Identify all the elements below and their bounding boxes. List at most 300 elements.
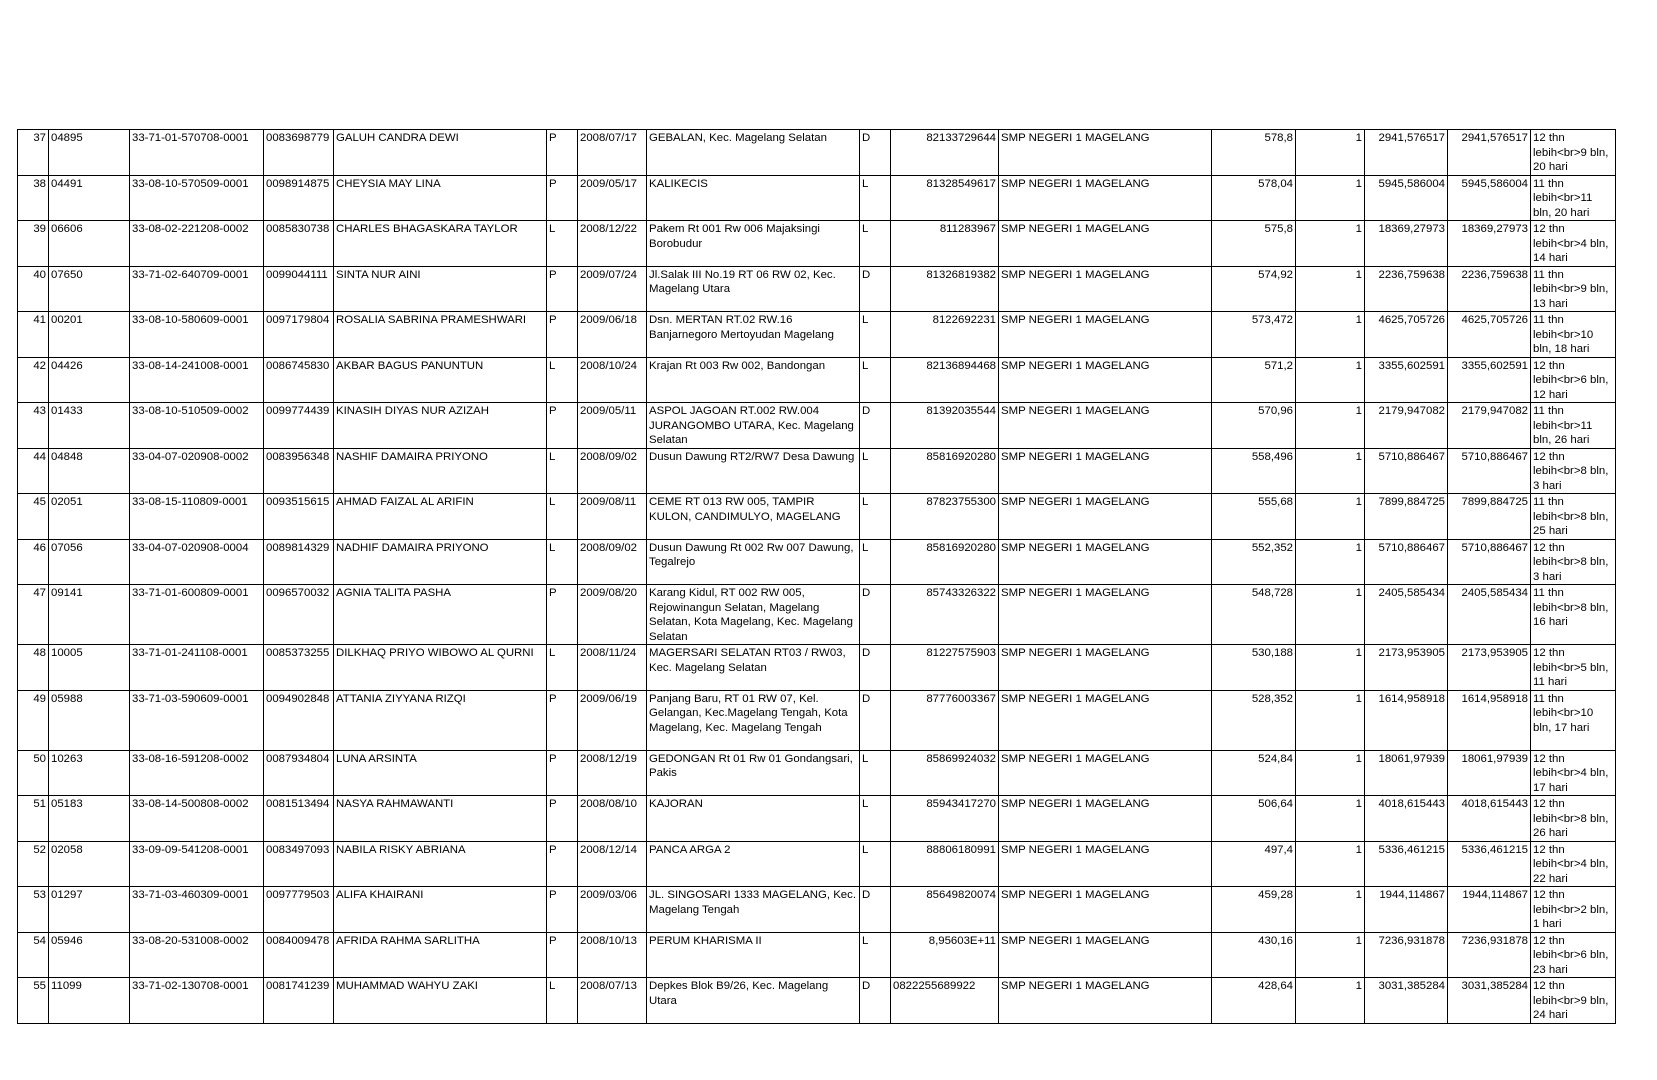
cell-distance: 5945,586004 [1365,175,1448,221]
cell-no: 50 [18,750,49,796]
cell-school: SMP NEGERI 1 MAGELANG [999,978,1212,1024]
cell-no: 38 [18,175,49,221]
cell-score: 548,728 [1212,585,1296,645]
cell-registration-code: 01297 [49,887,130,933]
cell-distance-final: 7236,931878 [1448,932,1531,978]
cell-nik: 33-08-20-531008-0002 [130,932,264,978]
cell-nisn: 0085830738 [264,221,334,267]
cell-choice: 1 [1296,645,1365,691]
cell-nik: 33-08-10-580609-0001 [130,312,264,358]
cell-nisn: 0087934804 [264,750,334,796]
cell-student-name: SINTA NUR AINI [334,266,547,312]
cell-zone: D [860,645,891,691]
cell-nisn: 0083698779 [264,130,334,176]
cell-age: 12 thn lebih<br>4 bln, 14 hari [1531,221,1616,267]
cell-nik: 33-04-07-020908-0002 [130,448,264,494]
cell-birth-date: 2008/09/02 [578,539,647,585]
cell-student-name: ROSALIA SABRINA PRAMESHWARI [334,312,547,358]
cell-distance-final: 5945,586004 [1448,175,1531,221]
cell-nik: 33-08-02-221208-0002 [130,221,264,267]
table-row [18,312,1616,358]
cell-distance-final: 2405,585434 [1448,585,1531,645]
cell-distance: 1614,958918 [1365,690,1448,750]
cell-age: 11 thn lebih<br>10 bln, 17 hari [1531,690,1616,750]
cell-distance-final: 3031,385284 [1448,978,1531,1024]
cell-gender: P [547,750,578,796]
cell-school: SMP NEGERI 1 MAGELANG [999,932,1212,978]
cell-zone: L [860,357,891,403]
cell-distance: 4625,705726 [1365,312,1448,358]
cell-age: 12 thn lebih<br>8 bln, 26 hari [1531,796,1616,842]
cell-nisn: 0086745830 [264,357,334,403]
cell-phone-number: 81227575903 [891,645,999,691]
cell-gender: P [547,841,578,887]
cell-zone: L [860,312,891,358]
cell-no: 40 [18,266,49,312]
cell-distance: 3355,602591 [1365,357,1448,403]
cell-school: SMP NEGERI 1 MAGELANG [999,312,1212,358]
cell-birth-date: 2008/12/19 [578,750,647,796]
cell-gender: P [547,796,578,842]
student-ranking-table [17,129,1616,1024]
cell-registration-code: 09141 [49,585,130,645]
cell-nisn: 0081741239 [264,978,334,1024]
cell-score: 528,352 [1212,690,1296,750]
cell-no: 52 [18,841,49,887]
table-row [18,796,1616,842]
cell-distance: 7236,931878 [1365,932,1448,978]
cell-choice: 1 [1296,175,1365,221]
cell-distance-final: 5710,886467 [1448,448,1531,494]
cell-age: 11 thn lebih<br>8 bln, 16 hari [1531,585,1616,645]
cell-score: 578,04 [1212,175,1296,221]
cell-nik: 33-08-10-510509-0002 [130,403,264,449]
cell-choice: 1 [1296,312,1365,358]
cell-age: 11 thn lebih<br>10 bln, 18 hari [1531,312,1616,358]
cell-nisn: 0093515615 [264,494,334,540]
cell-choice: 1 [1296,539,1365,585]
cell-nisn: 0083956348 [264,448,334,494]
cell-school: SMP NEGERI 1 MAGELANG [999,750,1212,796]
table-row [18,690,1616,750]
cell-distance: 18061,97939 [1365,750,1448,796]
cell-age: 12 thn lebih<br>4 bln, 22 hari [1531,841,1616,887]
cell-student-name: NADHIF DAMAIRA PRIYONO [334,539,547,585]
cell-no: 55 [18,978,49,1024]
cell-no: 46 [18,539,49,585]
cell-address: KALIKECIS [647,175,860,221]
table-row [18,887,1616,933]
cell-registration-code: 04895 [49,130,130,176]
cell-registration-code: 11099 [49,978,130,1024]
cell-zone: D [860,690,891,750]
cell-distance: 2941,576517 [1365,130,1448,176]
cell-distance-final: 2236,759638 [1448,266,1531,312]
cell-phone-number: 81328549617 [891,175,999,221]
cell-address: PANCA ARGA 2 [647,841,860,887]
cell-distance-final: 1614,958918 [1448,690,1531,750]
cell-registration-code: 04848 [49,448,130,494]
cell-no: 41 [18,312,49,358]
cell-nisn: 0098914875 [264,175,334,221]
cell-distance: 2405,585434 [1365,585,1448,645]
cell-birth-date: 2008/09/02 [578,448,647,494]
cell-registration-code: 02051 [49,494,130,540]
table-row [18,585,1616,645]
cell-score: 555,68 [1212,494,1296,540]
cell-distance: 2236,759638 [1365,266,1448,312]
cell-gender: L [547,221,578,267]
cell-score: 570,96 [1212,403,1296,449]
cell-zone: L [860,841,891,887]
cell-registration-code: 10005 [49,645,130,691]
cell-address: MAGERSARI SELATAN RT03 / RW03, Kec. Magelang Selatan [647,645,860,691]
cell-address: Depkes Blok B9/26, Kec. Magelang Utara [647,978,860,1024]
cell-distance-final: 5710,886467 [1448,539,1531,585]
cell-distance: 2179,947082 [1365,403,1448,449]
cell-age: 12 thn lebih<br>6 bln, 12 hari [1531,357,1616,403]
cell-no: 43 [18,403,49,449]
cell-gender: P [547,175,578,221]
cell-nik: 33-08-16-591208-0002 [130,750,264,796]
cell-choice: 1 [1296,841,1365,887]
cell-nik: 33-71-03-460309-0001 [130,887,264,933]
cell-nik: 33-71-02-640709-0001 [130,266,264,312]
cell-distance-final: 2941,576517 [1448,130,1531,176]
cell-address: Jl.Salak III No.19 RT 06 RW 02, Kec. Magelang Utara [647,266,860,312]
cell-score: 497,4 [1212,841,1296,887]
cell-birth-date: 2009/06/18 [578,312,647,358]
cell-age: 12 thn lebih<br>2 bln, 1 hari [1531,887,1616,933]
data-sheet [17,129,1615,1024]
cell-address: ASPOL JAGOAN RT.002 RW.004 JURANGOMBO UTARA, Kec. Magelang Selatan [647,403,860,449]
cell-gender: L [547,448,578,494]
cell-score: 430,16 [1212,932,1296,978]
cell-score: 578,8 [1212,130,1296,176]
cell-phone-number: 81392035544 [891,403,999,449]
cell-choice: 1 [1296,221,1365,267]
cell-student-name: CHARLES BHAGASKARA TAYLOR [334,221,547,267]
cell-nisn: 0089814329 [264,539,334,585]
cell-phone-number: 81326819382 [891,266,999,312]
cell-birth-date: 2009/08/20 [578,585,647,645]
cell-phone-number: 85869924032 [891,750,999,796]
cell-gender: P [547,690,578,750]
cell-gender: P [547,585,578,645]
cell-distance-final: 4625,705726 [1448,312,1531,358]
cell-nik: 33-71-03-590609-0001 [130,690,264,750]
cell-zone: L [860,539,891,585]
cell-no: 51 [18,796,49,842]
cell-registration-code: 06606 [49,221,130,267]
cell-address: Krajan Rt 003 Rw 002, Bandongan [647,357,860,403]
cell-birth-date: 2008/08/10 [578,796,647,842]
cell-distance: 2173,953905 [1365,645,1448,691]
cell-birth-date: 2009/06/19 [578,690,647,750]
cell-phone-number: 82133729644 [891,130,999,176]
cell-no: 49 [18,690,49,750]
cell-address: KAJORAN [647,796,860,842]
cell-age: 12 thn lebih<br>4 bln, 17 hari [1531,750,1616,796]
cell-score: 558,496 [1212,448,1296,494]
cell-age: 12 thn lebih<br>8 bln, 3 hari [1531,448,1616,494]
cell-no: 39 [18,221,49,267]
cell-registration-code: 10263 [49,750,130,796]
cell-gender: P [547,403,578,449]
cell-phone-number: 8,95603E+11 [891,932,999,978]
cell-gender: P [547,130,578,176]
cell-nik: 33-71-02-130708-0001 [130,978,264,1024]
cell-phone-number: 85649820074 [891,887,999,933]
cell-distance-final: 2179,947082 [1448,403,1531,449]
cell-school: SMP NEGERI 1 MAGELANG [999,175,1212,221]
cell-distance-final: 2173,953905 [1448,645,1531,691]
cell-age: 11 thn lebih<br>11 bln, 26 hari [1531,403,1616,449]
cell-birth-date: 2008/07/17 [578,130,647,176]
cell-student-name: AHMAD FAIZAL AL ARIFIN [334,494,547,540]
cell-nik: 33-09-09-541208-0001 [130,841,264,887]
cell-phone-number: 82136894468 [891,357,999,403]
cell-gender: P [547,312,578,358]
cell-phone-number: 88806180991 [891,841,999,887]
table-row [18,494,1616,540]
cell-zone: L [860,448,891,494]
cell-zone: D [860,585,891,645]
cell-registration-code: 00201 [49,312,130,358]
cell-nisn: 0099044111 [264,266,334,312]
cell-age: 12 thn lebih<br>8 bln, 3 hari [1531,539,1616,585]
cell-school: SMP NEGERI 1 MAGELANG [999,448,1212,494]
cell-address: PERUM KHARISMA II [647,932,860,978]
cell-choice: 1 [1296,494,1365,540]
cell-birth-date: 2008/10/24 [578,357,647,403]
cell-choice: 1 [1296,932,1365,978]
table-row [18,130,1616,176]
cell-birth-date: 2008/12/14 [578,841,647,887]
cell-zone: D [860,266,891,312]
cell-nisn: 0083497093 [264,841,334,887]
cell-nisn: 0084009478 [264,932,334,978]
cell-phone-number: 811283967 [891,221,999,267]
cell-score: 506,64 [1212,796,1296,842]
cell-score: 573,472 [1212,312,1296,358]
cell-nik: 33-08-10-570509-0001 [130,175,264,221]
cell-nisn: 0097779503 [264,887,334,933]
cell-address: Dsn. MERTAN RT.02 RW.16 Banjarnegoro Mertoyudan Magelang [647,312,860,358]
cell-gender: P [547,266,578,312]
cell-student-name: NASYA RAHMAWANTI [334,796,547,842]
cell-birth-date: 2008/12/22 [578,221,647,267]
table-row [18,539,1616,585]
table-row [18,978,1616,1024]
cell-school: SMP NEGERI 1 MAGELANG [999,585,1212,645]
cell-address: Pakem Rt 001 Rw 006 Majaksingi Borobudur [647,221,860,267]
table-body [18,130,1616,1024]
cell-zone: L [860,750,891,796]
cell-student-name: AFRIDA RAHMA SARLITHA [334,932,547,978]
cell-age: 11 thn lebih<br>11 bln, 20 hari [1531,175,1616,221]
cell-zone: L [860,932,891,978]
cell-birth-date: 2008/10/13 [578,932,647,978]
cell-student-name: NASHIF DAMAIRA PRIYONO [334,448,547,494]
cell-student-name: LUNA ARSINTA [334,750,547,796]
cell-school: SMP NEGERI 1 MAGELANG [999,494,1212,540]
cell-distance-final: 18369,27973 [1448,221,1531,267]
table-row [18,448,1616,494]
cell-phone-number: 87823755300 [891,494,999,540]
cell-distance: 5336,461215 [1365,841,1448,887]
cell-school: SMP NEGERI 1 MAGELANG [999,539,1212,585]
cell-address: JL. SINGOSARI 1333 MAGELANG, Kec. Magelang Tengah [647,887,860,933]
cell-registration-code: 04426 [49,357,130,403]
cell-zone: L [860,494,891,540]
cell-registration-code: 05946 [49,932,130,978]
table-row [18,750,1616,796]
cell-birth-date: 2009/03/06 [578,887,647,933]
cell-nisn: 0099774439 [264,403,334,449]
cell-registration-code: 07056 [49,539,130,585]
cell-nisn: 0081513494 [264,796,334,842]
cell-nik: 33-71-01-600809-0001 [130,585,264,645]
cell-choice: 1 [1296,266,1365,312]
cell-nisn: 0094902848 [264,690,334,750]
cell-address: Panjang Baru, RT 01 RW 07, Kel. Gelangan, Kec.Magelang Tengah, Kota Magelang, Kec. Magelang Tengah [647,690,860,750]
cell-school: SMP NEGERI 1 MAGELANG [999,221,1212,267]
cell-nik: 33-08-15-110809-0001 [130,494,264,540]
cell-gender: L [547,978,578,1024]
cell-address: GEBALAN, Kec. Magelang Selatan [647,130,860,176]
cell-zone: D [860,887,891,933]
cell-student-name: AKBAR BAGUS PANUNTUN [334,357,547,403]
table-row [18,357,1616,403]
cell-address: Dusun Dawung Rt 002 Rw 007 Dawung, Tegalrejo [647,539,860,585]
cell-nisn: 0097179804 [264,312,334,358]
cell-distance: 7899,884725 [1365,494,1448,540]
cell-distance-final: 7899,884725 [1448,494,1531,540]
cell-distance-final: 4018,615443 [1448,796,1531,842]
cell-distance: 18369,27973 [1365,221,1448,267]
cell-age: 11 thn lebih<br>9 bln, 13 hari [1531,266,1616,312]
cell-choice: 1 [1296,750,1365,796]
cell-nik: 33-08-14-500808-0002 [130,796,264,842]
cell-distance-final: 1944,114867 [1448,887,1531,933]
cell-distance: 5710,886467 [1365,448,1448,494]
cell-no: 37 [18,130,49,176]
table-row [18,221,1616,267]
cell-choice: 1 [1296,357,1365,403]
cell-score: 575,8 [1212,221,1296,267]
cell-registration-code: 04491 [49,175,130,221]
cell-student-name: MUHAMMAD WAHYU ZAKI [334,978,547,1024]
cell-distance-final: 3355,602591 [1448,357,1531,403]
cell-student-name: CHEYSIA MAY LINA [334,175,547,221]
cell-nik: 33-08-14-241008-0001 [130,357,264,403]
cell-score: 459,28 [1212,887,1296,933]
table-row [18,841,1616,887]
cell-no: 47 [18,585,49,645]
cell-birth-date: 2008/07/13 [578,978,647,1024]
cell-address: CEME RT 013 RW 005, TAMPIR KULON, CANDIMULYO, MAGELANG [647,494,860,540]
cell-choice: 1 [1296,690,1365,750]
cell-student-name: NABILA RISKY ABRIANA [334,841,547,887]
cell-age: 12 thn lebih<br>6 bln, 23 hari [1531,932,1616,978]
cell-no: 44 [18,448,49,494]
cell-nik: 33-04-07-020908-0004 [130,539,264,585]
cell-birth-date: 2009/05/11 [578,403,647,449]
cell-phone-number: 85816920280 [891,448,999,494]
cell-birth-date: 2009/05/17 [578,175,647,221]
cell-student-name: ALIFA KHAIRANI [334,887,547,933]
cell-choice: 1 [1296,978,1365,1024]
cell-age: 12 thn lebih<br>9 bln, 20 hari [1531,130,1616,176]
cell-score: 552,352 [1212,539,1296,585]
cell-zone: L [860,221,891,267]
cell-nisn: 0096570032 [264,585,334,645]
cell-birth-date: 2009/08/11 [578,494,647,540]
table-row [18,266,1616,312]
cell-choice: 1 [1296,887,1365,933]
cell-zone: D [860,978,891,1024]
cell-birth-date: 2008/11/24 [578,645,647,691]
cell-no: 45 [18,494,49,540]
cell-phone-number: 85943417270 [891,796,999,842]
cell-gender: P [547,887,578,933]
cell-school: SMP NEGERI 1 MAGELANG [999,130,1212,176]
cell-address: Dusun Dawung RT2/RW7 Desa Dawung [647,448,860,494]
cell-school: SMP NEGERI 1 MAGELANG [999,645,1212,691]
table-row [18,932,1616,978]
cell-choice: 1 [1296,585,1365,645]
cell-choice: 1 [1296,796,1365,842]
cell-gender: L [547,645,578,691]
cell-gender: L [547,357,578,403]
cell-distance-final: 18061,97939 [1448,750,1531,796]
cell-nik: 33-71-01-241108-0001 [130,645,264,691]
cell-gender: L [547,494,578,540]
cell-age: 12 thn lebih<br>5 bln, 11 hari [1531,645,1616,691]
cell-score: 428,64 [1212,978,1296,1024]
cell-distance: 5710,886467 [1365,539,1448,585]
cell-choice: 1 [1296,403,1365,449]
cell-address: GEDONGAN Rt 01 Rw 01 Gondangsari, Pakis [647,750,860,796]
cell-student-name: KINASIH DIYAS NUR AZIZAH [334,403,547,449]
cell-zone: D [860,130,891,176]
cell-phone-number: 87776003367 [891,690,999,750]
cell-distance: 4018,615443 [1365,796,1448,842]
cell-school: SMP NEGERI 1 MAGELANG [999,887,1212,933]
cell-phone-number: 0822255689922 [891,978,999,1024]
cell-zone: L [860,175,891,221]
cell-distance-final: 5336,461215 [1448,841,1531,887]
cell-registration-code: 01433 [49,403,130,449]
cell-phone-number: 85816920280 [891,539,999,585]
cell-choice: 1 [1296,130,1365,176]
cell-distance: 3031,385284 [1365,978,1448,1024]
cell-student-name: ATTANIA ZIYYANA RIZQI [334,690,547,750]
cell-no: 48 [18,645,49,691]
cell-distance: 1944,114867 [1365,887,1448,933]
cell-address: Karang Kidul, RT 002 RW 005, Rejowinangun Selatan, Magelang Selatan, Kota Magelang, Kec. Magelang Selatan [647,585,860,645]
cell-school: SMP NEGERI 1 MAGELANG [999,796,1212,842]
cell-student-name: AGNIA TALITA PASHA [334,585,547,645]
cell-school: SMP NEGERI 1 MAGELANG [999,403,1212,449]
cell-gender: L [547,539,578,585]
table-row [18,175,1616,221]
cell-choice: 1 [1296,448,1365,494]
cell-zone: D [860,403,891,449]
cell-school: SMP NEGERI 1 MAGELANG [999,357,1212,403]
cell-zone: L [860,796,891,842]
